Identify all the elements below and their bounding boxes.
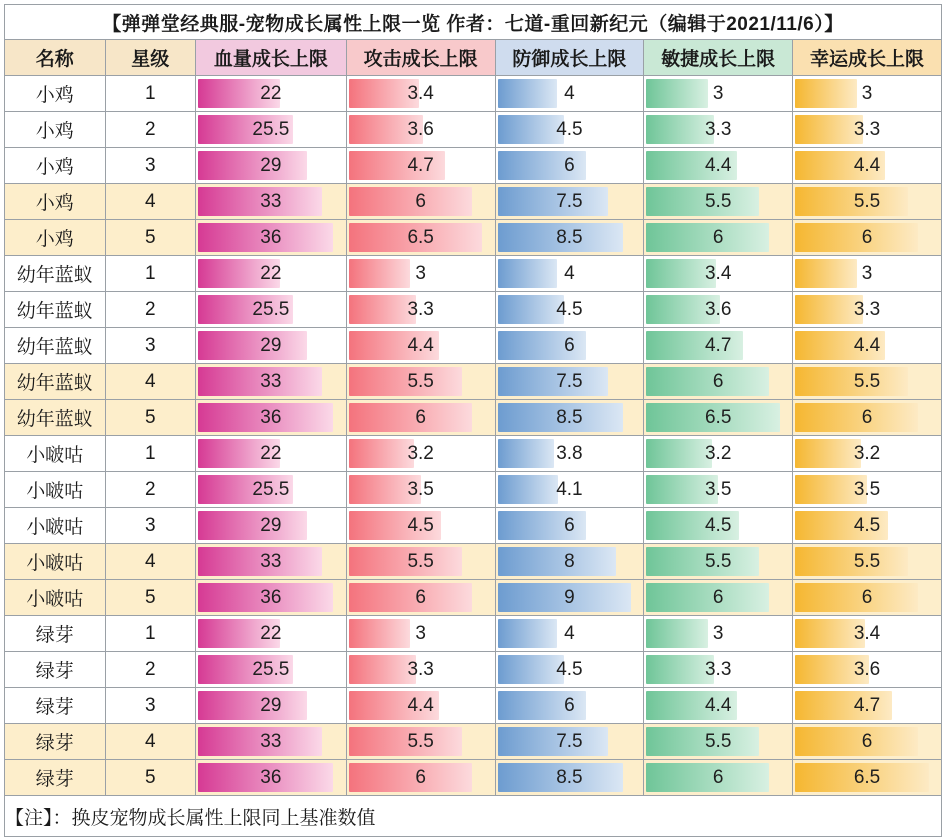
pet-growth-table [4, 4, 942, 837]
cell-pet-name: 小啵咕 [5, 580, 106, 616]
header-atk: 攻击成长上限 [346, 40, 495, 76]
table-row [5, 256, 942, 292]
cell-def-bar [495, 580, 644, 616]
cell-atk-value: 3 [415, 263, 426, 284]
cell-atk-bar [346, 76, 495, 112]
cell-luk-value: 6 [861, 407, 873, 428]
cell-star-level: 2 [105, 652, 195, 688]
cell-hp-bar [195, 580, 346, 616]
cell-agi-value: 5.5 [704, 191, 732, 212]
cell-hp-value: 33 [260, 551, 282, 572]
cell-atk-bar [346, 436, 495, 472]
cell-atk-bar [346, 580, 495, 616]
cell-def-bar [495, 472, 644, 508]
cell-def-value: 7.5 [556, 191, 583, 212]
cell-hp-bar [195, 400, 346, 436]
cell-pet-name: 绿芽 [5, 724, 106, 760]
cell-hp-bar [195, 472, 346, 508]
cell-hp-value: 36 [260, 407, 282, 428]
cell-luk-bar [793, 760, 942, 796]
cell-def-value: 4.5 [556, 119, 583, 140]
cell-atk-bar [346, 724, 495, 760]
cell-pet-name: 小啵咕 [5, 508, 106, 544]
cell-def-bar [495, 76, 644, 112]
table-row [5, 508, 942, 544]
cell-luk-value: 3.2 [853, 443, 881, 464]
cell-atk-value: 3.3 [407, 299, 434, 320]
cell-hp-value: 25.5 [252, 659, 290, 680]
cell-atk-bar [346, 688, 495, 724]
cell-hp-value: 36 [260, 227, 282, 248]
cell-hp-value: 36 [260, 767, 282, 788]
cell-atk-value: 3.6 [407, 119, 434, 140]
cell-luk-bar [793, 148, 942, 184]
cell-luk-bar [793, 580, 942, 616]
cell-star-level: 3 [105, 148, 195, 184]
cell-agi-value: 3.3 [704, 659, 732, 680]
table-row [5, 688, 942, 724]
cell-def-bar [495, 724, 644, 760]
cell-luk-bar [793, 256, 942, 292]
cell-pet-name: 小鸡 [5, 148, 106, 184]
cell-hp-bar [195, 184, 346, 220]
cell-luk-value: 5.5 [853, 371, 881, 392]
cell-def-bar [495, 400, 644, 436]
table-row [5, 724, 942, 760]
cell-luk-bar [793, 544, 942, 580]
cell-hp-value: 22 [260, 263, 282, 284]
header-star: 星级 [105, 40, 195, 76]
cell-hp-value: 36 [260, 587, 282, 608]
cell-hp-bar [195, 256, 346, 292]
cell-star-level: 5 [105, 580, 195, 616]
cell-pet-name: 幼年蓝蚁 [5, 400, 106, 436]
cell-pet-name: 绿芽 [5, 652, 106, 688]
cell-pet-name: 绿芽 [5, 760, 106, 796]
cell-def-value: 4 [564, 83, 575, 104]
cell-atk-value: 4.4 [407, 335, 434, 356]
cell-star-level: 4 [105, 364, 195, 400]
cell-def-value: 4 [564, 263, 575, 284]
cell-agi-bar [644, 112, 793, 148]
cell-atk-value: 4.7 [407, 155, 434, 176]
cell-luk-bar [793, 616, 942, 652]
cell-atk-value: 3.5 [407, 479, 434, 500]
cell-agi-value: 5.5 [704, 731, 732, 752]
cell-def-value: 4.5 [556, 299, 583, 320]
cell-luk-value: 3.3 [853, 299, 881, 320]
cell-atk-bar [346, 760, 495, 796]
header-name: 名称 [5, 40, 106, 76]
cell-hp-bar [195, 652, 346, 688]
cell-star-level: 1 [105, 616, 195, 652]
table-row [5, 580, 942, 616]
cell-agi-value: 3.3 [704, 119, 732, 140]
cell-agi-value: 6.5 [704, 407, 732, 428]
cell-def-bar [495, 256, 644, 292]
cell-luk-bar [793, 184, 942, 220]
cell-def-value: 8.5 [556, 407, 583, 428]
cell-luk-bar [793, 508, 942, 544]
cell-agi-bar [644, 148, 793, 184]
cell-def-bar [495, 436, 644, 472]
cell-hp-value: 33 [260, 371, 282, 392]
cell-hp-bar [195, 292, 346, 328]
cell-def-value: 6 [564, 515, 575, 536]
cell-agi-value: 4.4 [704, 695, 732, 716]
header-row [5, 40, 942, 76]
cell-agi-value: 3.2 [704, 443, 732, 464]
cell-luk-bar [793, 220, 942, 256]
cell-def-value: 4 [564, 623, 575, 644]
cell-star-level: 3 [105, 328, 195, 364]
cell-luk-bar [793, 364, 942, 400]
cell-agi-bar [644, 760, 793, 796]
cell-agi-value: 3 [712, 623, 724, 644]
cell-agi-bar [644, 472, 793, 508]
cell-star-level: 5 [105, 220, 195, 256]
cell-def-value: 4.1 [556, 479, 583, 500]
header-luk: 幸运成长上限 [793, 40, 942, 76]
cell-def-bar [495, 364, 644, 400]
table-foot [5, 796, 942, 837]
cell-hp-value: 22 [260, 83, 282, 104]
cell-hp-bar [195, 508, 346, 544]
cell-atk-bar [346, 364, 495, 400]
cell-def-bar [495, 688, 644, 724]
cell-star-level: 5 [105, 400, 195, 436]
cell-agi-bar [644, 184, 793, 220]
cell-hp-value: 29 [260, 335, 282, 356]
cell-luk-value: 5.5 [853, 191, 881, 212]
cell-agi-bar [644, 652, 793, 688]
table-row [5, 400, 942, 436]
cell-agi-bar [644, 436, 793, 472]
cell-luk-bar [793, 112, 942, 148]
cell-atk-value: 6 [415, 587, 426, 608]
cell-def-bar [495, 220, 644, 256]
cell-luk-bar [793, 76, 942, 112]
cell-star-level: 4 [105, 724, 195, 760]
cell-atk-bar [346, 112, 495, 148]
cell-pet-name: 绿芽 [5, 688, 106, 724]
table-row [5, 364, 942, 400]
cell-def-value: 3.8 [556, 443, 583, 464]
cell-luk-value: 3.3 [853, 119, 881, 140]
page-title: 【弹弹堂经典服-宠物成长属性上限一览 作者：七道-重回新纪元（编辑于2021/11/6）】 [5, 5, 942, 40]
cell-luk-bar [793, 328, 942, 364]
cell-def-bar [495, 328, 644, 364]
cell-def-value: 6 [564, 155, 575, 176]
cell-luk-bar [793, 292, 942, 328]
cell-luk-value: 4.7 [853, 695, 881, 716]
table-row [5, 328, 942, 364]
cell-pet-name: 幼年蓝蚁 [5, 328, 106, 364]
cell-luk-bar [793, 688, 942, 724]
cell-def-bar [495, 184, 644, 220]
table-row [5, 472, 942, 508]
cell-luk-bar [793, 436, 942, 472]
cell-star-level: 4 [105, 184, 195, 220]
cell-hp-bar [195, 220, 346, 256]
cell-def-value: 8.5 [556, 227, 583, 248]
cell-agi-bar [644, 256, 793, 292]
cell-agi-bar [644, 544, 793, 580]
cell-luk-value: 3.5 [853, 479, 881, 500]
cell-star-level: 2 [105, 472, 195, 508]
cell-def-value: 7.5 [556, 371, 583, 392]
cell-atk-bar [346, 256, 495, 292]
cell-atk-bar [346, 544, 495, 580]
header-agi: 敏捷成长上限 [644, 40, 793, 76]
cell-hp-value: 29 [260, 695, 282, 716]
cell-atk-bar [346, 148, 495, 184]
cell-luk-bar [793, 652, 942, 688]
cell-agi-value: 5.5 [704, 551, 732, 572]
cell-agi-value: 6 [712, 587, 724, 608]
cell-def-value: 8 [564, 551, 575, 572]
cell-atk-value: 6 [415, 767, 426, 788]
table-row [5, 148, 942, 184]
cell-luk-value: 4.4 [853, 335, 881, 356]
table-body [5, 5, 942, 796]
cell-def-bar [495, 760, 644, 796]
cell-pet-name: 幼年蓝蚁 [5, 292, 106, 328]
cell-atk-bar [346, 400, 495, 436]
cell-agi-bar [644, 364, 793, 400]
cell-atk-value: 5.5 [407, 371, 434, 392]
cell-def-bar [495, 112, 644, 148]
cell-pet-name: 幼年蓝蚁 [5, 364, 106, 400]
cell-atk-bar [346, 472, 495, 508]
cell-def-bar [495, 292, 644, 328]
table-row [5, 616, 942, 652]
cell-def-value: 8.5 [556, 767, 583, 788]
title-row [5, 5, 942, 40]
cell-atk-bar [346, 292, 495, 328]
cell-pet-name: 小啵咕 [5, 436, 106, 472]
cell-luk-bar [793, 472, 942, 508]
cell-star-level: 3 [105, 508, 195, 544]
cell-luk-bar [793, 400, 942, 436]
cell-luk-value: 6 [861, 731, 873, 752]
cell-pet-name: 小鸡 [5, 220, 106, 256]
cell-star-level: 5 [105, 760, 195, 796]
cell-star-level: 1 [105, 76, 195, 112]
cell-agi-bar [644, 616, 793, 652]
cell-hp-value: 25.5 [252, 299, 290, 320]
header-def: 防御成长上限 [495, 40, 644, 76]
table-row [5, 436, 942, 472]
cell-agi-value: 3.4 [704, 263, 732, 284]
table-row [5, 184, 942, 220]
cell-pet-name: 小鸡 [5, 112, 106, 148]
table-row [5, 292, 942, 328]
cell-atk-bar [346, 220, 495, 256]
cell-agi-bar [644, 580, 793, 616]
cell-hp-value: 33 [260, 191, 282, 212]
cell-def-value: 6 [564, 335, 575, 356]
table-row [5, 76, 942, 112]
cell-atk-bar [346, 652, 495, 688]
cell-agi-value: 6 [712, 227, 724, 248]
cell-def-value: 7.5 [556, 731, 583, 752]
cell-star-level: 1 [105, 256, 195, 292]
cell-hp-value: 22 [260, 623, 282, 644]
cell-agi-value: 4.4 [704, 155, 732, 176]
cell-star-level: 2 [105, 292, 195, 328]
cell-atk-value: 6 [415, 407, 426, 428]
cell-hp-value: 22 [260, 443, 282, 464]
note-text: 【注】：换皮宠物成长属性上限同上基准数值 [5, 796, 942, 837]
cell-pet-name: 小鸡 [5, 184, 106, 220]
cell-agi-bar [644, 220, 793, 256]
cell-atk-bar [346, 616, 495, 652]
header-hp: 血量成长上限 [195, 40, 346, 76]
cell-atk-value: 4.5 [407, 515, 434, 536]
cell-hp-bar [195, 760, 346, 796]
cell-luk-value: 3.6 [853, 659, 881, 680]
cell-hp-bar [195, 544, 346, 580]
cell-atk-value: 3 [415, 623, 426, 644]
cell-luk-value: 3 [861, 83, 873, 104]
cell-def-bar [495, 616, 644, 652]
cell-hp-bar [195, 328, 346, 364]
cell-agi-bar [644, 292, 793, 328]
cell-atk-bar [346, 184, 495, 220]
cell-luk-value: 6.5 [853, 767, 881, 788]
cell-def-bar [495, 652, 644, 688]
table-row [5, 760, 942, 796]
cell-def-value: 4.5 [556, 659, 583, 680]
cell-agi-bar [644, 508, 793, 544]
cell-agi-bar [644, 688, 793, 724]
table-row [5, 220, 942, 256]
cell-pet-name: 小啵咕 [5, 472, 106, 508]
cell-pet-name: 小啵咕 [5, 544, 106, 580]
cell-atk-bar [346, 328, 495, 364]
cell-hp-value: 25.5 [252, 119, 290, 140]
cell-def-bar [495, 544, 644, 580]
cell-star-level: 4 [105, 544, 195, 580]
cell-agi-bar [644, 328, 793, 364]
cell-luk-value: 3.4 [853, 623, 881, 644]
cell-atk-value: 5.5 [407, 551, 434, 572]
cell-hp-value: 25.5 [252, 479, 290, 500]
cell-luk-value: 6 [861, 227, 873, 248]
cell-hp-value: 33 [260, 731, 282, 752]
cell-def-value: 9 [564, 587, 575, 608]
cell-hp-bar [195, 148, 346, 184]
cell-hp-bar [195, 436, 346, 472]
cell-luk-value: 5.5 [853, 551, 881, 572]
cell-atk-value: 6.5 [407, 227, 434, 248]
cell-star-level: 1 [105, 436, 195, 472]
cell-pet-name: 幼年蓝蚁 [5, 256, 106, 292]
cell-hp-value: 29 [260, 155, 282, 176]
table-row [5, 652, 942, 688]
cell-atk-value: 3.4 [407, 83, 434, 104]
cell-def-bar [495, 148, 644, 184]
cell-agi-value: 4.7 [704, 335, 732, 356]
cell-hp-bar [195, 616, 346, 652]
cell-atk-value: 5.5 [407, 731, 434, 752]
cell-agi-bar [644, 400, 793, 436]
cell-agi-value: 3.5 [704, 479, 732, 500]
cell-luk-value: 3 [861, 263, 873, 284]
cell-hp-bar [195, 112, 346, 148]
cell-atk-value: 6 [415, 191, 426, 212]
table-row [5, 544, 942, 580]
cell-agi-bar [644, 76, 793, 112]
cell-hp-bar [195, 364, 346, 400]
cell-luk-bar [793, 724, 942, 760]
cell-luk-value: 6 [861, 587, 873, 608]
cell-atk-bar [346, 508, 495, 544]
cell-star-level: 2 [105, 112, 195, 148]
cell-pet-name: 绿芽 [5, 616, 106, 652]
cell-agi-value: 4.5 [704, 515, 732, 536]
cell-atk-value: 3.2 [407, 443, 434, 464]
cell-agi-value: 6 [712, 371, 724, 392]
cell-atk-value: 3.3 [407, 659, 434, 680]
cell-hp-value: 29 [260, 515, 282, 536]
cell-hp-bar [195, 688, 346, 724]
cell-star-level: 3 [105, 688, 195, 724]
cell-hp-bar [195, 724, 346, 760]
cell-hp-bar [195, 76, 346, 112]
cell-def-value: 6 [564, 695, 575, 716]
note-row [5, 796, 942, 837]
table-row [5, 112, 942, 148]
cell-pet-name: 小鸡 [5, 76, 106, 112]
cell-atk-value: 4.4 [407, 695, 434, 716]
cell-agi-bar [644, 724, 793, 760]
cell-def-bar [495, 508, 644, 544]
cell-agi-value: 3.6 [704, 299, 732, 320]
cell-agi-value: 6 [712, 767, 724, 788]
cell-luk-value: 4.4 [853, 155, 881, 176]
cell-luk-value: 4.5 [853, 515, 881, 536]
cell-agi-value: 3 [712, 83, 724, 104]
